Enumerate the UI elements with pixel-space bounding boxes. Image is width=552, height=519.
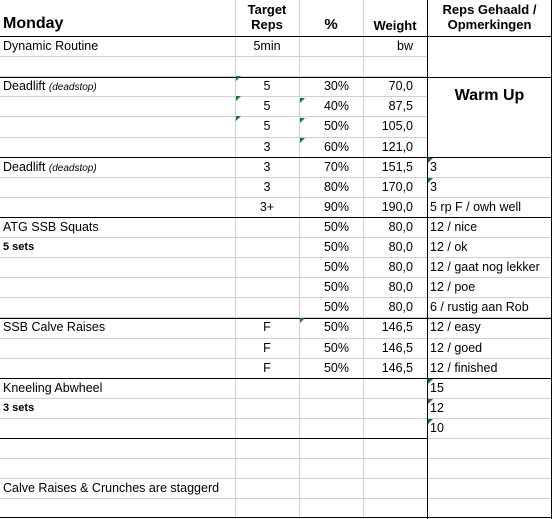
exercise-cell[interactable]: Kneeling Abwheel (3, 380, 103, 395)
percent-cell[interactable] (299, 478, 363, 498)
percent-cell[interactable] (299, 36, 363, 56)
target-reps-cell[interactable]: 5min (253, 39, 281, 53)
percent-cell[interactable]: 50% (323, 119, 349, 134)
result-cell[interactable]: 12 / nice (430, 219, 478, 234)
target-reps-cell[interactable] (235, 398, 299, 418)
weight-cell[interactable] (363, 438, 427, 458)
target-reps-cell[interactable]: 5 (263, 99, 271, 114)
weight-cell[interactable]: 87,5 (388, 99, 413, 114)
exercise-name: Deadlift (3, 79, 46, 94)
result-cell[interactable]: 15 (430, 380, 444, 395)
weight-cell[interactable]: 80,0 (388, 300, 413, 315)
weight-cell[interactable]: 121,0 (381, 139, 413, 154)
target-reps-cell[interactable] (235, 217, 299, 237)
weight-cell[interactable]: 170,0 (381, 179, 413, 194)
result-cell[interactable] (427, 478, 552, 498)
exercise-cell[interactable]: Calve Raises & Crunches are staggerd (3, 481, 220, 496)
target-reps-cell[interactable]: F (263, 340, 271, 355)
percent-cell[interactable]: 50% (323, 340, 349, 355)
result-cell[interactable] (427, 116, 552, 136)
result-cell[interactable] (427, 438, 552, 458)
percent-cell[interactable]: 90% (323, 199, 349, 214)
target-reps-cell[interactable] (235, 237, 299, 257)
weight-cell[interactable]: 80,0 (388, 280, 413, 295)
percent-cell[interactable] (299, 458, 363, 478)
result-cell[interactable]: 10 (430, 420, 444, 435)
exercise-note: (deadstop) (48, 162, 97, 174)
percent-cell[interactable]: 40% (323, 99, 349, 114)
result-cell[interactable] (427, 137, 552, 157)
target-reps-cell[interactable] (235, 277, 299, 297)
percent-cell[interactable]: 50% (323, 280, 349, 295)
result-cell[interactable]: 12 / gaat nog lekker (430, 260, 540, 275)
weight-cell[interactable]: 80,0 (388, 240, 413, 254)
header-target-reps[interactable]: Target Reps (247, 2, 287, 32)
target-reps-cell[interactable]: 3 (263, 159, 271, 174)
result-cell[interactable]: 3 (430, 159, 437, 174)
weight-cell[interactable] (363, 378, 427, 398)
result-cell[interactable]: 12 / goed (430, 340, 483, 355)
result-cell[interactable] (427, 458, 552, 478)
target-reps-cell[interactable]: 3 (263, 179, 271, 194)
weight-cell[interactable] (363, 418, 427, 438)
result-cell[interactable] (427, 56, 552, 76)
exercise-cell[interactable] (0, 257, 235, 277)
exercise-cell[interactable] (0, 56, 235, 76)
exercise-cell[interactable] (0, 177, 235, 197)
percent-cell[interactable]: 50% (323, 360, 349, 375)
target-reps-cell[interactable] (235, 56, 299, 76)
target-reps-cell[interactable]: 3+ (259, 199, 275, 214)
percent-cell[interactable] (299, 56, 363, 76)
target-reps-cell[interactable]: 3 (263, 139, 271, 154)
percent-cell[interactable] (299, 378, 363, 398)
target-reps-cell[interactable]: F (263, 360, 271, 375)
result-cell[interactable]: 12 / ok (430, 240, 468, 254)
exercise-cell[interactable] (0, 116, 235, 136)
percent-cell[interactable] (299, 418, 363, 438)
weight-cell[interactable]: 105,0 (381, 119, 413, 134)
exercise-cell[interactable] (0, 96, 235, 116)
exercise-cell[interactable] (0, 338, 235, 358)
exercise-cell[interactable] (0, 438, 235, 458)
weight-cell[interactable]: 146,5 (381, 320, 413, 335)
target-reps-cell[interactable] (235, 297, 299, 317)
exercise-cell[interactable] (0, 197, 235, 217)
target-reps-cell[interactable]: 5 (263, 119, 271, 134)
target-reps-cell[interactable] (235, 438, 299, 458)
weight-cell[interactable]: 151,5 (381, 159, 413, 174)
weight-cell[interactable] (363, 478, 427, 498)
exercise-cell[interactable]: 5 sets (3, 241, 35, 253)
percent-cell[interactable]: 50% (323, 260, 349, 275)
header-weight[interactable]: Weight (373, 18, 417, 33)
weight-cell[interactable] (363, 458, 427, 478)
weight-cell[interactable] (363, 56, 427, 76)
weight-cell[interactable]: 70,0 (388, 79, 413, 94)
weight-cell[interactable]: 80,0 (388, 260, 413, 275)
exercise-cell[interactable]: SSB Calve Raises (3, 320, 106, 335)
target-reps-cell[interactable] (235, 257, 299, 277)
percent-cell[interactable]: 70% (323, 159, 349, 174)
exercise-cell[interactable]: ATG SSB Squats (3, 219, 99, 234)
exercise-cell[interactable] (0, 137, 235, 157)
warmup-label[interactable]: Warm Up (454, 87, 525, 104)
weight-cell[interactable]: 80,0 (388, 219, 413, 234)
exercise-cell[interactable] (0, 358, 235, 378)
exercise-cell[interactable] (0, 458, 235, 478)
exercise-cell[interactable] (0, 277, 235, 297)
percent-cell[interactable]: 50% (323, 219, 349, 234)
target-reps-cell[interactable]: 5 (263, 79, 271, 94)
percent-cell[interactable]: 50% (323, 320, 349, 335)
percent-cell[interactable]: 30% (323, 79, 349, 94)
target-reps-cell[interactable] (235, 478, 299, 498)
exercise-cell[interactable] (0, 157, 235, 177)
result-cell[interactable]: 3 (430, 179, 437, 194)
header-day[interactable]: Monday (3, 15, 64, 32)
exercise-cell[interactable]: 3 sets (3, 401, 35, 414)
weight-cell[interactable] (363, 398, 427, 418)
percent-cell[interactable]: 50% (323, 240, 349, 254)
exercise-name: Deadlift (3, 159, 46, 174)
weight-cell[interactable]: 146,5 (381, 340, 413, 355)
header-percent[interactable]: % (324, 16, 338, 33)
weight-cell[interactable]: 190,0 (381, 199, 413, 214)
exercise-cell[interactable]: Dynamic Routine (3, 39, 99, 53)
target-reps-cell[interactable] (235, 378, 299, 398)
target-reps-cell[interactable] (235, 418, 299, 438)
result-cell[interactable]: 5 rp F / owh well (430, 199, 522, 214)
percent-cell[interactable]: 80% (323, 179, 349, 194)
weight-cell[interactable]: bw (397, 39, 413, 53)
percent-cell[interactable] (299, 398, 363, 418)
exercise-cell[interactable] (0, 418, 235, 438)
exercise-cell[interactable] (0, 76, 235, 96)
result-cell[interactable]: 12 / finished (430, 360, 498, 375)
percent-cell[interactable] (299, 438, 363, 458)
result-cell[interactable]: 6 / rustig aan Rob (430, 300, 529, 315)
weight-cell[interactable]: 146,5 (381, 360, 413, 375)
exercise-note: (deadstop) (48, 82, 97, 94)
target-reps-cell[interactable] (235, 458, 299, 478)
result-cell[interactable]: 12 / poe (430, 280, 476, 295)
result-cell[interactable]: 12 / easy (430, 320, 481, 335)
header-reps-done[interactable]: Reps Gehaald / Opmerkingen (442, 2, 537, 32)
target-reps-cell[interactable]: F (263, 320, 271, 335)
percent-cell[interactable]: 50% (323, 300, 349, 315)
percent-cell[interactable]: 60% (323, 139, 349, 154)
exercise-cell[interactable] (0, 297, 235, 317)
bottom-border (0, 517, 552, 518)
result-cell[interactable] (427, 36, 552, 56)
result-cell[interactable]: 12 (430, 400, 444, 415)
